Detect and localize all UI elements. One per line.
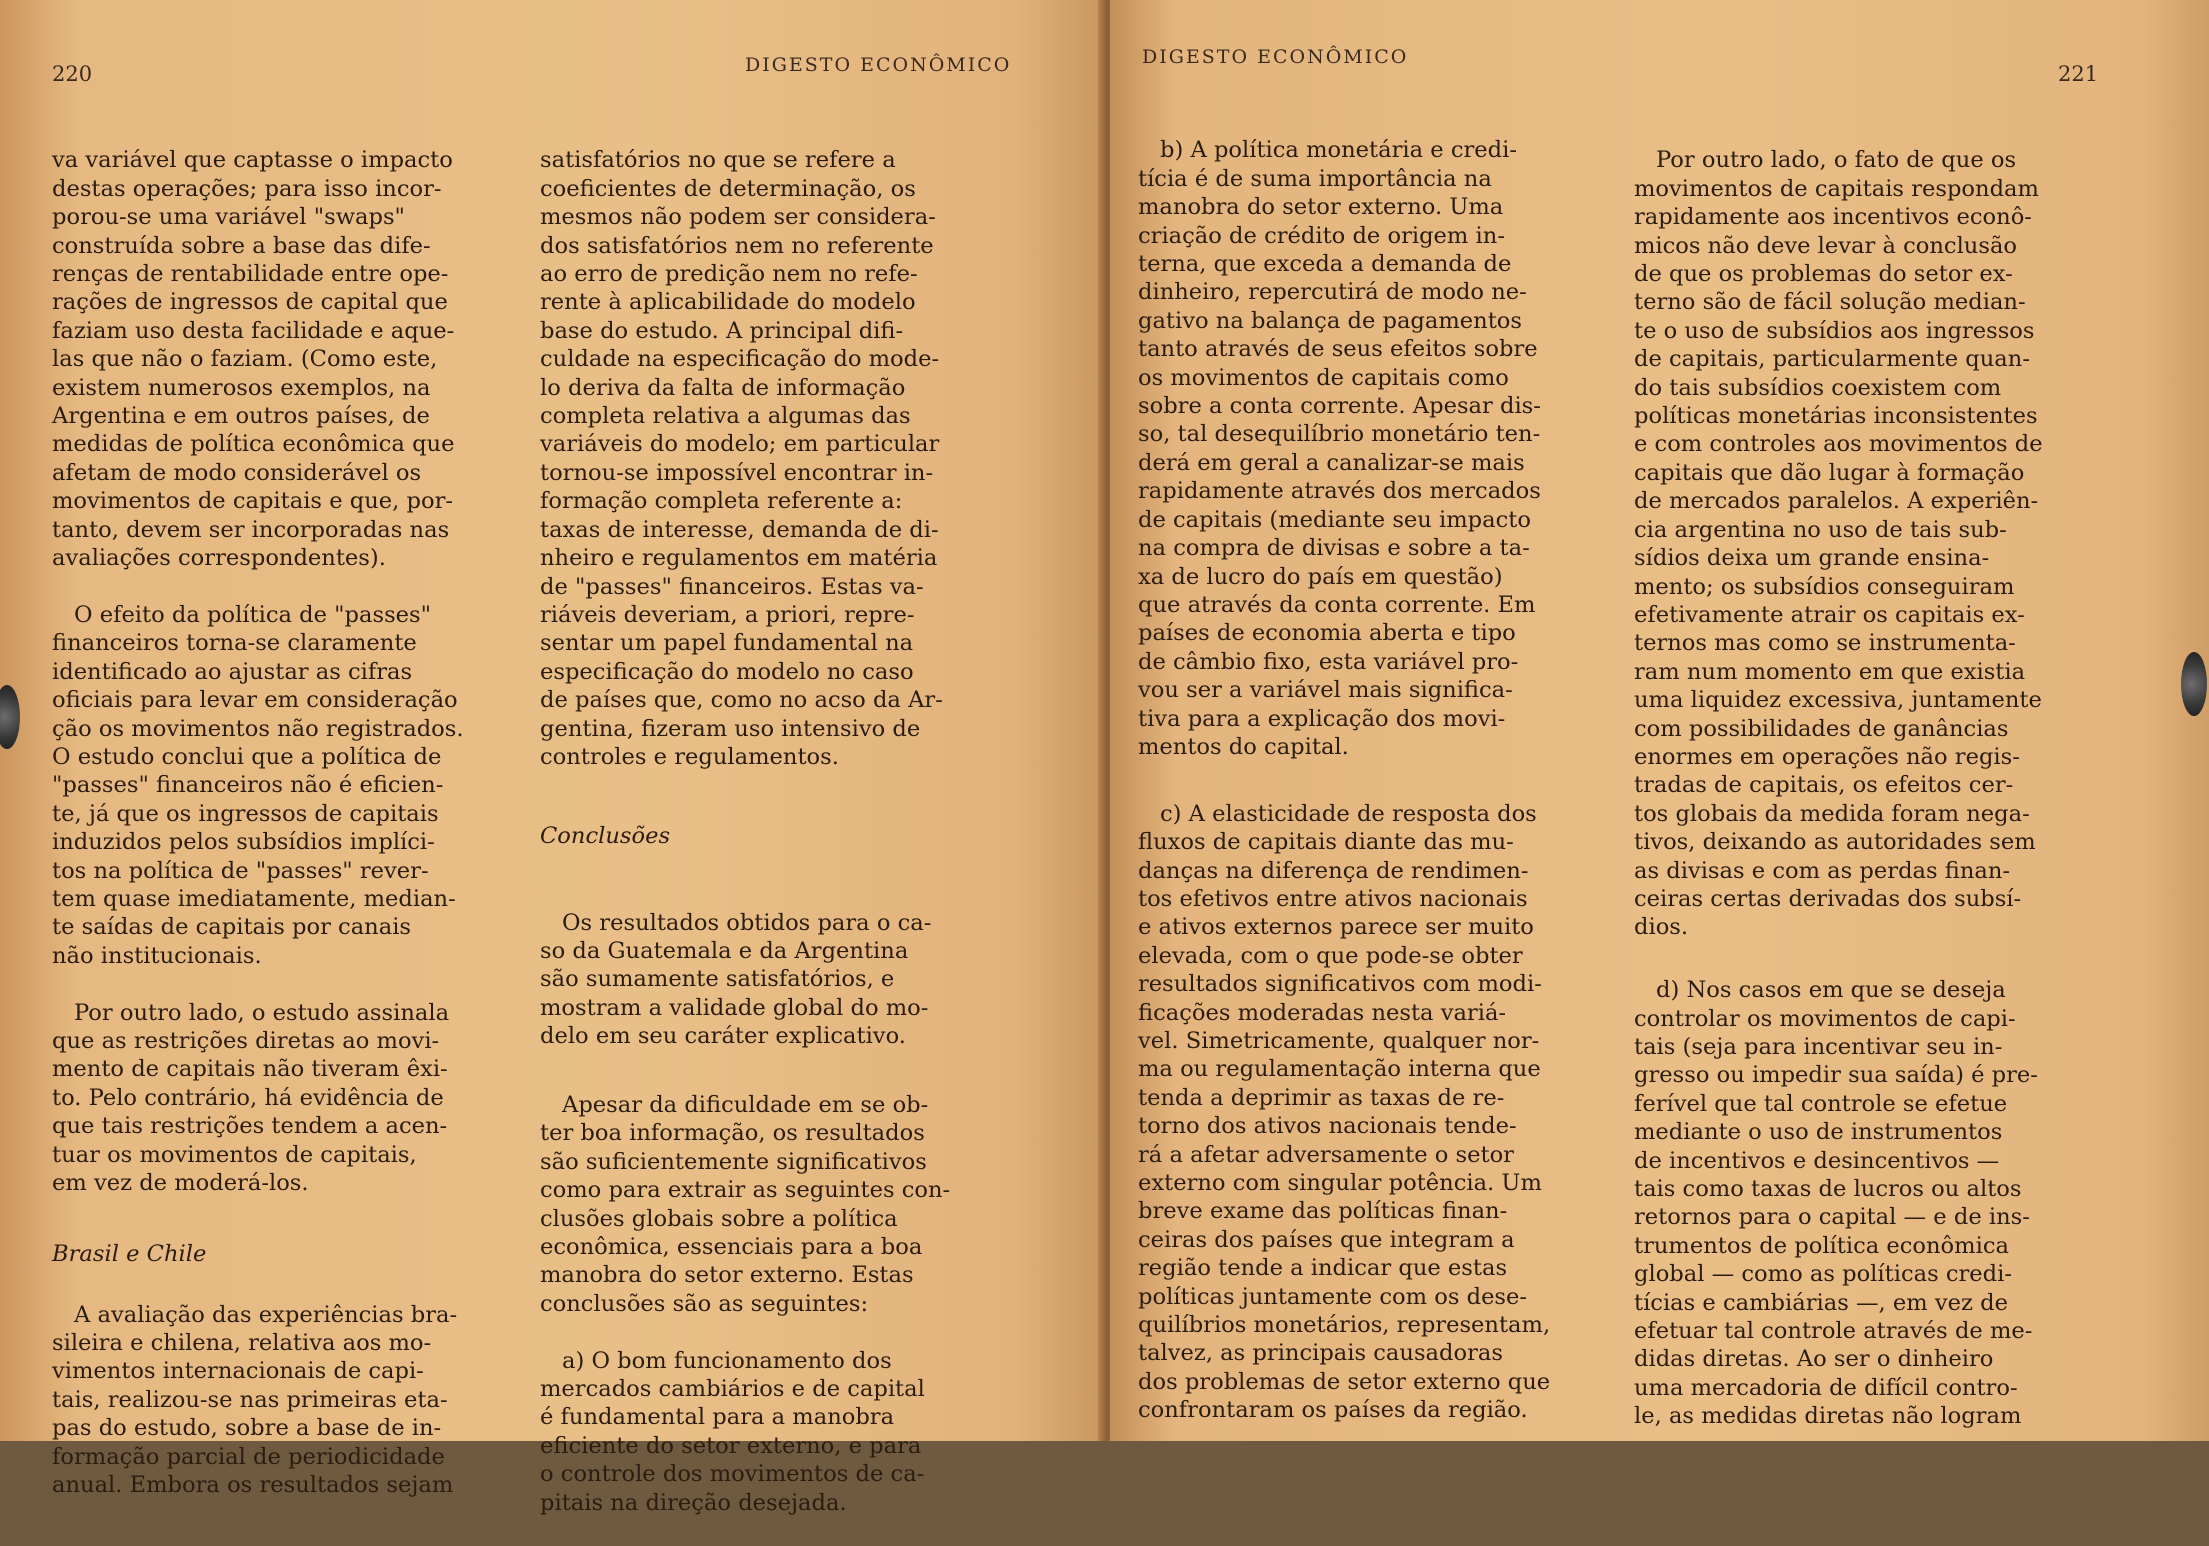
paragraph: A avaliação das experiências bra- sileira e chilena, relativa aos mo- vimentos internacionais de capi- tais, realizou-se nas primeiras eta- pas do estudo, sobre a base de in- formação parcial de periodicidade anual. Embora os resultados sejam bbox=[52, 1301, 458, 1499]
section-heading: Conclusões bbox=[540, 822, 671, 849]
column-left-1 bbox=[52, 118, 508, 1528]
column-left-2 bbox=[540, 118, 998, 1546]
paragraph: c) A elasticidade de resposta dos fluxos de capitais diante das mu- danças na diferença de rendimen- tos efetivos entre ativos nacionais e ativos externos parece ser muito elevada, com o que pode-se obter resultados significativos com modi- ficações moderadas nesta variá- vel. Simetricamente, qualquer nor- ma ou regulamentação interna que tenda a deprimir as taxas de re- torno dos ativos nacionais tende- rá a afetar adversamente o setor externo com singular potência. Um breve exame das políticas finan- ceiras dos países que integram a região tende a indicar que estas políticas juntamente com os dese- quilíbrios monetários, representam, talvez, as principais causadoras dos problemas de setor externo que confrontaram os países da região. bbox=[1138, 800, 1551, 1424]
page-number: 220 bbox=[52, 62, 93, 86]
binding-hole-icon bbox=[2181, 652, 2207, 716]
paragraph: satisfatórios no que se refere a coeficientes de determinação, os mesmos não podem ser considera- dos satisfatórios nem no referente ao erro de predição nem no refe- rente à aplicabilidade do modelo base do estudo. A principal difi- culdade na especificação do mode- lo deriva da falta de informação completa relativa a algumas das variáveis do modelo; em particular tornou-se impossível encontrar in- formação completa referente a: taxas de interesse, demanda de di- nheiro e regulamentos em matéria de "passes" financeiros. Estas va- riáveis deveriam, a priori, repre- sentar um papel fundamental na especificação do modelo no caso de países que, como no acso da Ar- gentina, fizeram uso intensivo de controles e regulamentos. bbox=[540, 147, 943, 770]
paragraph: b) A política monetária e credi- tícia é de suma importância na manobra do setor externo. Uma criação de crédito de origem in- terna, que exceda a demanda de dinheiro, repercutirá de modo ne- gativo na balança de pagamentos tanto através de seus efeitos sobre os movimentos de capitais como sobre a conta corrente. Apesar dis- so, tal desequilíbrio monetário ten- derá em geral a canalizar-se mais rapidamente através dos mercados de capitais (mediante seu impacto na compra de divisas e sobre a ta- xa de lucro do país em questão) que através da conta corrente. Em países de economia aberta e tipo de câmbio fixo, esta variável pro- vou ser a variável mais significa- tiva para a explicação dos movi- mentos do capital. bbox=[1138, 137, 1541, 760]
column-right-1 bbox=[1138, 108, 1620, 1453]
section-heading: Brasil e Chile bbox=[52, 1240, 207, 1267]
paragraph: Os resultados obtidos para o ca- so da Guatemala e da Argentina são sumamente satisfatórios, e mostram a validade global do mo- delo em seu caráter explicativo. bbox=[540, 909, 932, 1050]
page-number: 221 bbox=[2058, 62, 2099, 86]
left-page bbox=[0, 0, 1104, 1516]
paragraph: d) Nos casos em que se deseja controlar os movimentos de capi- tais (seja para incentivar seu in- gresso ou impedir sua saída) é pre- ferível que tal controle se efetue mediante o uso de instrumentos de incentivos e desincentivos — tais como taxas de lucros ou altos retornos para o capital — e de ins- trumentos de política econômica global — como as políticas credi- tícias e cambiárias —, em vez de efetuar tal controle através de me- didas diretas. Ao ser o dinheiro uma mercadoria de difícil contro- le, as medidas diretas não logram bbox=[1634, 977, 2038, 1430]
paragraph: Apesar da dificuldade em se ob- ter boa informação, os resultados são suficientemente significativos como para extrair as seguintes con- clusões globais sobre a política econômica, essenciais para a boa manobra do setor externo. Estas conclusões são as seguintes: bbox=[540, 1092, 951, 1317]
paragraph: Por outro lado, o fato de que os movimentos de capitais respondam rapidamente aos incentivos econô- micos não deve levar à conclusão de que os problemas do setor ex- terno são de fácil solução median- te o uso de subsídios aos ingressos de capitais, particularmente quan- do tais subsídios coexistem com políticas monetárias inconsistentes e com controles aos movimentos de capitais que dão lugar à formação de mercados paralelos. A experiên- cia argentina no uso de tais sub- sídios deixa um grande ensina- mento; os subsídios conseguiram efetivamente atrair os capitais ex- ternos mas como se instrumenta- ram num momento em que existia uma liquidez excessiva, juntamente com possibilidades de ganâncias enormes em operações não regis- tradas de capitais, os efeitos cer- tos globais da medida foram nega- tivos, deixando as autoridades sem as divisas e com as perdas finan- ceiras certas derivadas dos subsí- dios. bbox=[1634, 147, 2043, 941]
column-right-2 bbox=[1634, 118, 2092, 1459]
paragraph: va variável que captasse o impacto destas operações; para isso incor- porou-se uma variável "swaps" construída sobre a base das dife- renças de rentabilidade entre ope- rações de ingressos de capital que faziam uso desta facilidade e aque- las que não o faziam. (Como este, existem numerosos exemplos, na Argentina e em outros países, de medidas de política econômica que afetam de modo considerável os movimentos de capitais e que, por- tanto, devem ser incorporadas nas avaliações correspondentes). bbox=[52, 147, 455, 572]
running-head: DIGESTO ECONÔMICO bbox=[1142, 46, 1409, 68]
paragraph: O efeito da política de "passes" financeiros torna-se claramente identificado ao ajustar as cifras oficiais para levar em consideração ção os movimentos não registrados. O estudo conclui que a política de "passes" financeiros não é eficien- te, já que os ingressos de capitais induzidos pelos subsídios implíci- tos na política de "passes" rever- tem quase imediatamente, median- te saídas de capitais por canais não institucionais. bbox=[52, 601, 464, 969]
running-head: DIGESTO ECONÔMICO bbox=[745, 54, 1012, 76]
paragraph: a) O bom funcionamento dos mercados cambiários e de capital é fundamental para a manobra eficiente do setor externo, e para o controle dos movimentos de ca- pitais na direção desejada. bbox=[540, 1347, 925, 1516]
right-page bbox=[1110, 0, 2209, 1441]
paragraph: Por outro lado, o estudo assinala que as restrições diretas ao movi- mento de capitais não tiveram êxi- to. Pelo contrário, há evidência de que tais restrições tendem a acen- tuar os movimentos de capitais, em vez de moderá-los. bbox=[52, 999, 450, 1197]
